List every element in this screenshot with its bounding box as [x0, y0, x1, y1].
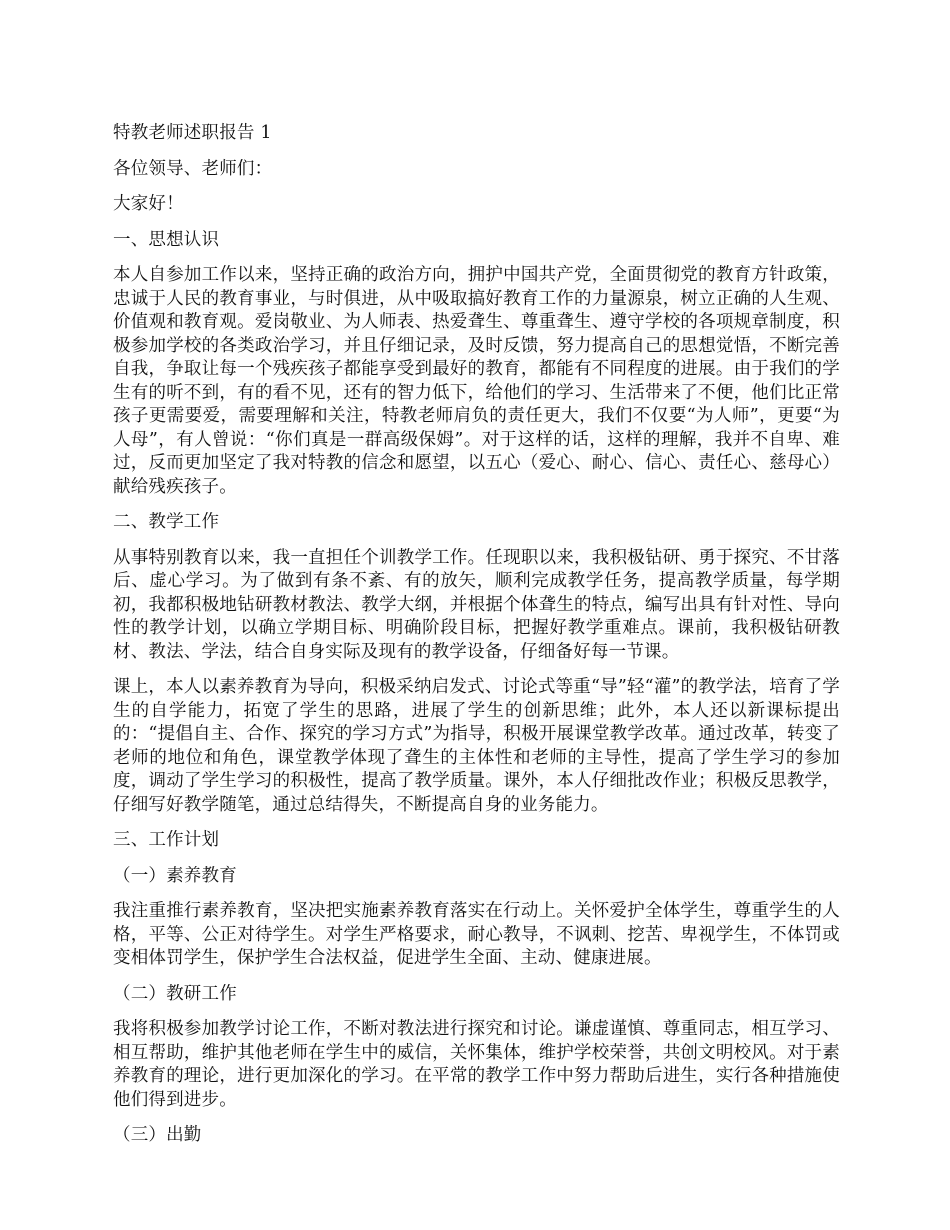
subsection-1-heading: （一）素养教育 [113, 865, 237, 886]
subsection-2-heading: （二）教研工作 [113, 983, 237, 1004]
section-1-heading: 一、思想认识 [113, 229, 220, 250]
subsection-2-paragraph: 我将积极参加教学讨论工作，不断对教法进行探究和讨论。谦虚谨慎、尊重同志，相互学习、相互帮助，维护其他老师在学生中的威信，关怀集体，维护学校荣誉，共创文明校风。对于素养教育的理论，进行更加深化的学习。在平常的教学工作中努力帮助后进生，实行各种措施使他们得到进步。 [113, 1019, 840, 1110]
document-title: 特教老师述职报告 1 [113, 123, 272, 143]
section-2-paragraph-1: 从事特别教育以来，我一直担任个训教学工作。任现职以来，我积极钻研、勇于探究、不甘落后、虚心学习。为了做到有条不紊、有的放矢，顺利完成教学任务，提高教学质量，每学期初，我都积极地钻研教材教法、教学大纲，并根据个体聋生的特点，编写出具有针对性、导向性的教学计划，以确立学期目标、明确阶段目标，把握好教学重难点。课前，我积极钻研教材、教法、学法，结合自身实际及现有的教学设备，仔细备好每一节课。 [113, 547, 840, 662]
salutation: 各位领导、老师们： [113, 158, 273, 179]
section-2-paragraph-2: 课上，本人以素养教育为导向，积极采纳启发式、讨论式等重“导”轻“灌”的教学法，培育了学生的自学能力，拓宽了学生的思路，进展了学生的创新思维；此外，本人还以新课标提出的：“提倡自主、合作、探究的学习方式”为指导，积极开展课堂教学改革。通过改革，转变了老师的地位和角色，课堂教学体现了聋生的主体性和老师的主导性，提高了学生学习的参加度，调动了学生学习的积极性，提高了教学质量。课外，本人仔细批改作业；积极反思教学，仔细写好教学随笔，通过总结得失，不断提高自身的业务能力。 [113, 677, 840, 815]
section-2-heading: 二、教学工作 [113, 512, 220, 532]
document-page [113, 122, 840, 1160]
subsection-1-paragraph: 我注重推行素养教育，坚决把实施素养教育落实在行动上。关怀爱护全体学生，尊重学生的人格，平等、公正对待学生。对学生严格要求，耐心教导，不讽刺、挖苦、卑视学生，不体罚或变相体罚学生，保护学生合法权益，促进学生全面、主动、健康进展。 [113, 901, 840, 968]
subsection-3-heading: （三）出勤 [113, 1125, 202, 1145]
section-3-heading: 三、工作计划 [113, 830, 220, 850]
greeting: 大家好！ [113, 194, 184, 214]
section-1-paragraph: 本人自参加工作以来，坚持正确的政治方向，拥护中国共产党，全面贯彻党的教育方针政策，忠诚于人民的教育事业，与时俱进，从中吸取搞好教育工作的力量源泉，树立正确的人生观、价值观和教育观。爱岗敬业、为人师表、热爱聋生、尊重聋生、遵守学校的各项规章制度，积极参加学校的各类政治学习，并且仔细记录，及时反馈，努力提高自己的思想觉悟，不断完善自我，争取让每一个残疾孩子都能享受到最好的教育，都能有不同程度的进展。由于我们的学生有的听不到，有的看不见，还有的智力低下，给他们的学习、生活带来了不便，他们比正常孩子更需要爱，需要理解和关注，特教老师肩负的责任更大，我们不仅要“为人师”，更要“为人母”，有人曾说：“你们真是一群高级保姆”。对于这样的话，这样的理解，我并不自卑、难过，反而更加坚定了我对特教的信念和愿望，以五心（爱心、耐心、信心、责任心、慈母心）献给残疾孩子。 [113, 265, 840, 497]
